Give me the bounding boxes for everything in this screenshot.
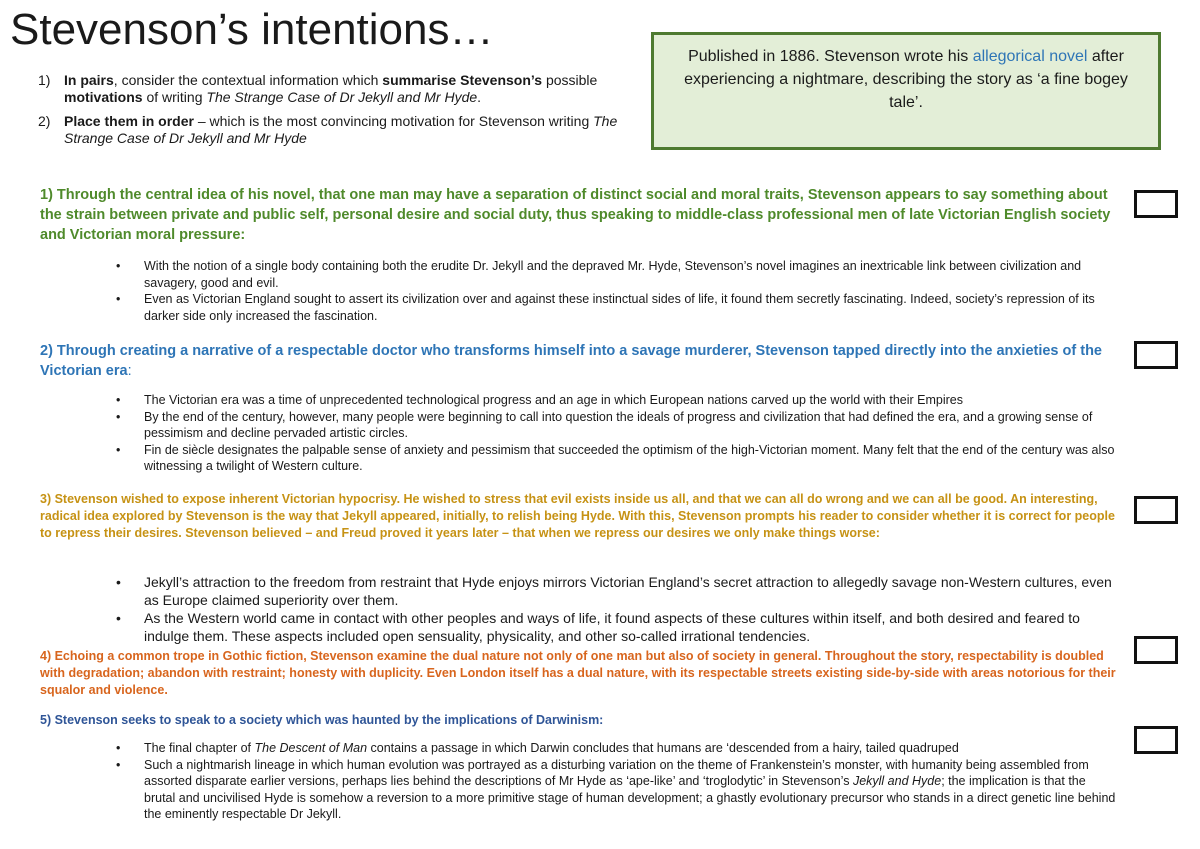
section-5-heading: 5) Stevenson seeks to speak to a society which was haunted by the implications of Darwinism:: [40, 713, 604, 727]
instruction-text-part: , consider the contextual information which: [113, 72, 383, 88]
instructions-list: [38, 72, 618, 154]
instruction-bold-summarise: summarise Stevenson’s: [382, 72, 543, 88]
ranking-checkbox-4[interactable]: [1134, 636, 1178, 664]
instruction-text-part: .: [477, 89, 482, 105]
section-2-heading-text: 2) Through creating a narrative of a respectable doctor who transforms himself into a savage murderer, Stevenson tapped directly into the: [40, 343, 993, 359]
instruction-book-title: The Strange Case of Dr Jekyll and Mr Hyde: [206, 89, 478, 105]
book-title-descent-of-man: The Descent of Man: [254, 741, 368, 755]
bullet-text-part: contains a passage in which Darwin concludes that humans are ‘descended from a hairy, tailed quadruped: [367, 741, 959, 755]
instruction-text-part: of writing: [142, 89, 207, 105]
instruction-number: 2): [38, 113, 51, 129]
instruction-bold-in-pairs: In pairs: [64, 72, 114, 88]
list-item: [116, 740, 1116, 757]
info-text-part: after experiencing a nightmare, describing the story as ‘a fine bogey tale’.: [684, 48, 1128, 111]
section-3-heading: 3) Stevenson wished to expose inherent Victorian hypocrisy. He wished to stress that evil exists inside us all, and that we can all do wrong and we can all be good. An interesting, radical idea explored by Stevenson is the way that Jekyll appeared, initially, to relish being Hyde. With this, Stevenson prompts his reader to consider whether it is correct for people to repress their desires. Stevenson believed – and Freud proved it years later – that when we repress our desires we only make things worse:: [40, 492, 1115, 540]
section-3-bullets: [116, 573, 1116, 645]
section-2-heading: [40, 341, 1120, 381]
section-2-heading-tail-text: anxieties of the Victorian era: [40, 343, 1102, 379]
list-item: • With the notion of a single body containing both the erudite Dr. Jekyll and the depraved Mr. Hyde, Stevenson’s novel imagines an inextricable link between civilization and savagery, good and evil.: [116, 258, 1116, 291]
section-1-bullets: [116, 258, 1116, 324]
info-highlight-allegorical-novel: allegorical novel: [972, 48, 1088, 65]
list-item: • Jekyll’s attraction to the freedom from restraint that Hyde enjoys mirrors Victorian England’s secret attraction to allegedly savage non-Western cultures, even as Europe claimed superiority over them.: [116, 573, 1116, 609]
instruction-number: 1): [38, 72, 51, 88]
section-2-bullets: [116, 392, 1116, 475]
section-1-heading: 1) Through the central idea of his novel, that one man may have a separation of distinct social and moral traits, Stevenson appears to say something about the strain between private and public self, personal desire and social duty, thus speaking to middle-class professional men of late Victorian English society and Victorian moral pressure:: [40, 187, 1111, 243]
instruction-item-2: [38, 113, 618, 147]
instruction-bold-motivations: motivations: [64, 89, 143, 105]
bullet-text-part: ; the implication is that the brutal and uncivilised Hyde is somehow a reversion to a more primitive stage of human development; a ghastly evolutionary precursor who stands in a direct genetic line behind the eminently respectable Dr Jekyll.: [144, 774, 1116, 821]
section-4-heading: 4) Echoing a common trope in Gothic fiction, Stevenson examine the dual nature not only of one man but also of society in general. Throughout the story, respectability is doubled with degradation; abandon with restraint; honesty with duplicity. Even London itself has a dual nature, with its respectable streets existing side-by-side with areas notorious for their squalor and violence.: [40, 649, 1116, 697]
ranking-checkbox-2[interactable]: [1134, 341, 1178, 369]
instruction-text-part: – which is the most convincing motivation for Stevenson writing: [193, 113, 594, 129]
list-item: • Even as Victorian England sought to assert its civilization over and against these instinctual sides of life, it found them secretly fascinating. Indeed, society’s repression of its darker side only increased the fascination.: [116, 291, 1116, 324]
instruction-text: [64, 72, 618, 106]
context-info-box: [651, 32, 1161, 150]
bullet-text-part: The final chapter of: [144, 741, 255, 755]
instruction-book-title: The Strange Case of Dr Jekyll and Mr Hyde: [64, 113, 618, 146]
instruction-item-1: [38, 72, 618, 106]
instruction-text: [64, 113, 618, 147]
ranking-checkbox-3[interactable]: [1134, 496, 1178, 524]
ranking-checkbox-1[interactable]: [1134, 190, 1178, 218]
list-item: [116, 757, 1116, 823]
book-title-jekyll-and-hyde: Jekyll and Hyde: [852, 774, 942, 788]
section-5-bullets: [116, 740, 1116, 823]
ranking-checkbox-5[interactable]: [1134, 726, 1178, 754]
instruction-bold-place-in-order: Place them in order: [64, 113, 194, 129]
section-2-heading-end: :: [127, 363, 132, 379]
info-text-part: Published in 1886. Stevenson wrote his: [688, 48, 973, 65]
bullet-text-part: Such a nightmarish lineage in which human evolution was portrayed as a disturbing variation on the theme of Frankenstein’s monster, with humanity being assembled from assorted disparate earlier versions, perhaps lies behind the descriptions of Mr Hyde as ‘ape-like’ and ‘troglodytic’ in Stevenson’s: [144, 757, 1089, 788]
list-item: • Fin de siècle designates the palpable sense of anxiety and pessimism that succeeded the optimism of the high-Victorian moment. Many felt that the end of the century was also witnessing a twilight of Western culture.: [116, 442, 1116, 475]
page-title: Stevenson’s intentions…: [10, 5, 494, 54]
list-item: • As the Western world came in contact with other peoples and ways of life, it found aspects of these cultures within itself, and both desired and feared to indulge them. These aspects included open sensuality, physicality, and other so-called irrational tendencies.: [116, 609, 1116, 645]
list-item: • By the end of the century, however, many people were beginning to call into question the ideals of progress and civilization that had defined the era, and a growing sense of pessimism and decline pervaded artistic circles.: [116, 409, 1116, 442]
instruction-text-part: possible: [542, 72, 598, 88]
list-item: • The Victorian era was a time of unprecedented technological progress and an age in which European nations carved up the world with their Empires: [116, 392, 1116, 409]
